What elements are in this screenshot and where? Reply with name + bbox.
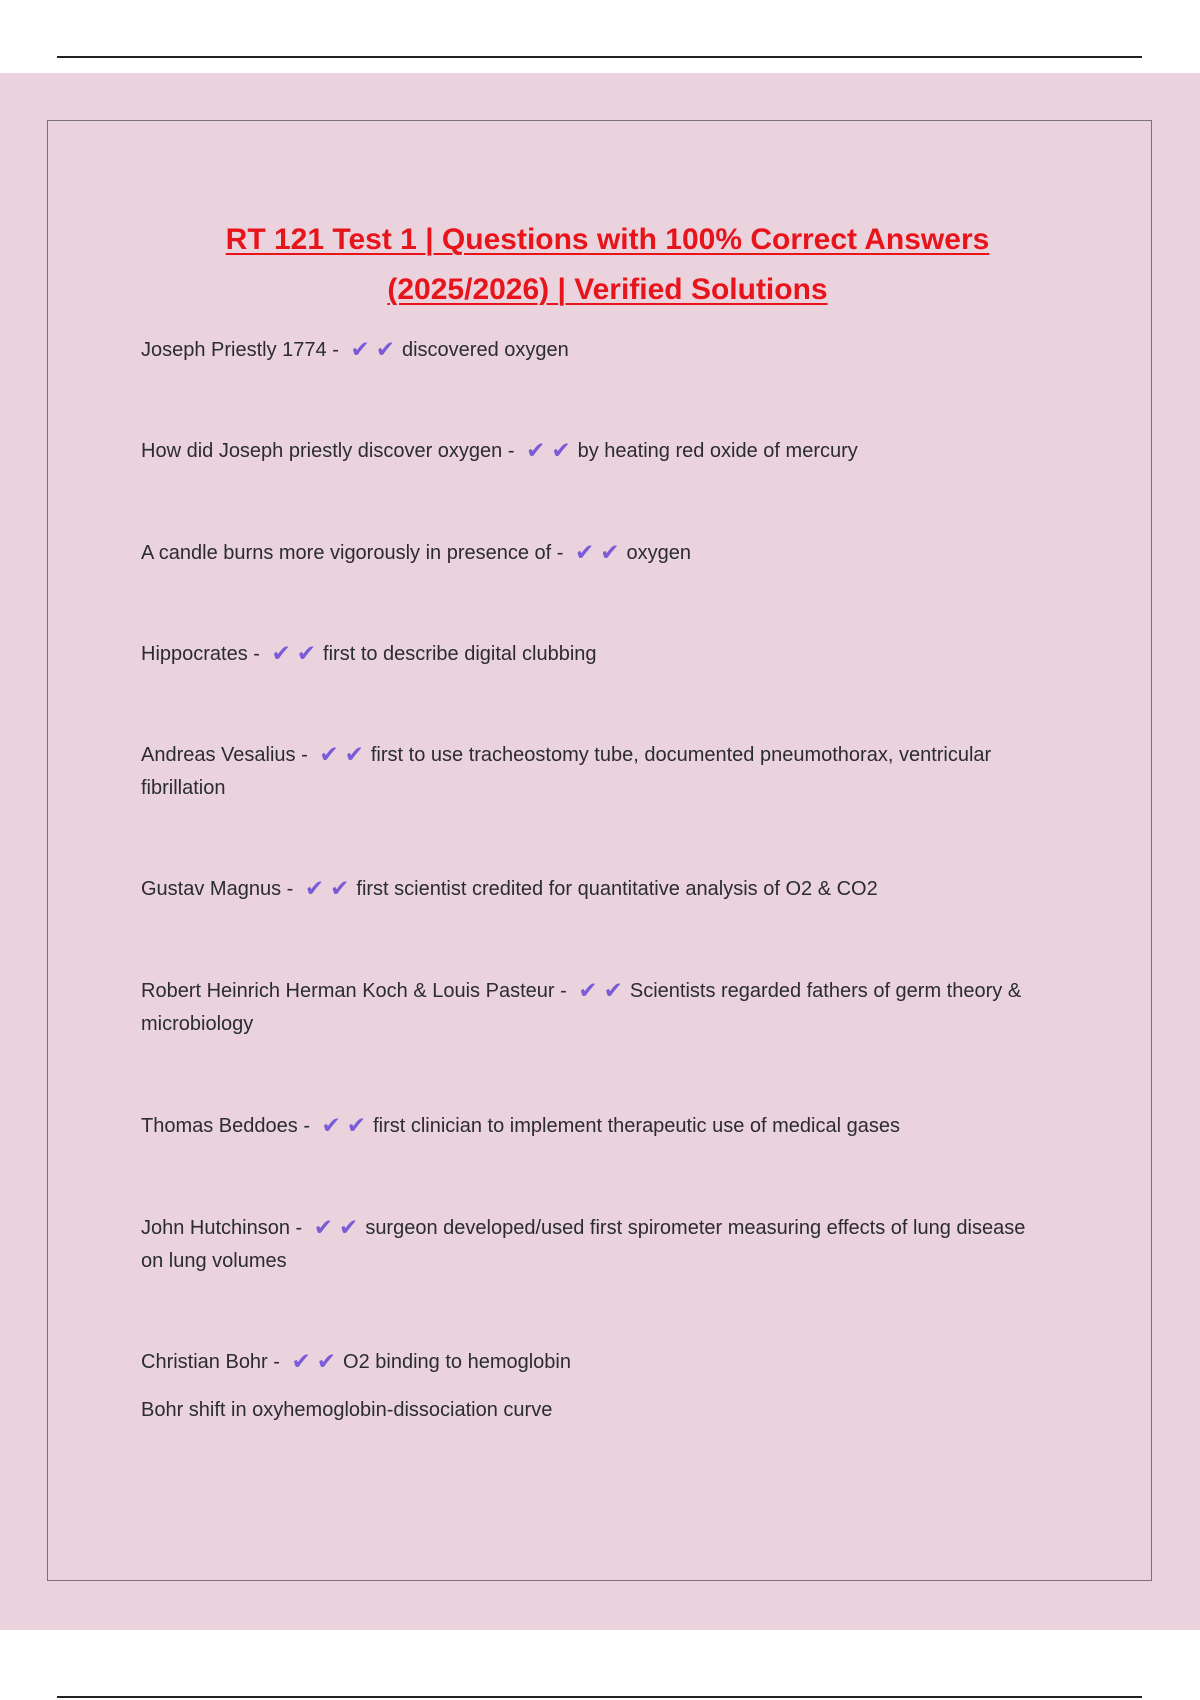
qa-entry — [141, 637, 1041, 671]
entry-answer: oxygen — [626, 542, 692, 564]
qa-entry — [141, 974, 1041, 1041]
double-check-icon: ✔✔ — [321, 1112, 373, 1138]
qa-entry — [141, 536, 1041, 570]
document-title — [60, 215, 1155, 315]
entry-answer: first to describe digital clubbing — [323, 643, 597, 665]
entry-answer: first scientist credited for quantitative analysis of O2 & CO2 — [356, 878, 878, 900]
double-check-icon: ✔✔ — [313, 1214, 365, 1240]
title-line-1: RT 121 Test 1 | Questions with 100% Correct Answers — [225, 223, 990, 256]
entry-answer: Scientists regarded fathers of germ theory & microbiology — [141, 980, 1022, 1035]
entry-term: John Hutchinson - — [141, 1217, 308, 1239]
qa-entry — [141, 1345, 1041, 1379]
double-check-icon: ✔✔ — [575, 539, 626, 565]
entry-answer: first clinician to implement therapeutic use of medical gases — [373, 1115, 900, 1137]
entry-term: Andreas Vesalius - — [141, 744, 314, 766]
entry-term: Robert Heinrich Herman Koch & Louis Pasteur - — [141, 980, 573, 1002]
entry-term: How did Joseph priestly discover oxygen - — [141, 440, 521, 462]
entry-answer: first to use tracheostomy tube, documented pneumothorax, ventricular fibrillation — [141, 744, 992, 799]
entry-term: Thomas Beddoes - — [141, 1115, 316, 1137]
entry-answer: O2 binding to hemoglobin — [343, 1351, 571, 1373]
qa-entry — [141, 1211, 1041, 1278]
extra-note: Bohr shift in oxyhemoglobin-dissociation curve — [141, 1399, 553, 1421]
double-check-icon: ✔✔ — [319, 741, 370, 767]
entry-term: Christian Bohr - — [141, 1351, 286, 1373]
entry-term: Gustav Magnus - — [141, 878, 299, 900]
entry-term: Hippocrates - — [141, 643, 266, 665]
title-line-2: (2025/2026) | Verified Solutions — [387, 273, 828, 306]
double-check-icon: ✔✔ — [291, 1348, 343, 1374]
entry-answer: surgeon developed/used first spirometer measuring effects of lung disease on lung volumes — [141, 1217, 1026, 1272]
double-check-icon: ✔✔ — [350, 336, 401, 362]
qa-entry — [141, 434, 1041, 468]
qa-entry — [141, 333, 1041, 367]
qa-entry — [141, 872, 1041, 906]
qa-entry — [141, 738, 1041, 805]
double-check-icon: ✔✔ — [578, 977, 629, 1003]
entry-term: Joseph Priestly 1774 - — [141, 339, 345, 361]
bottom-rule — [57, 1696, 1142, 1698]
double-check-icon: ✔✔ — [271, 640, 323, 666]
entry-answer: discovered oxygen — [401, 339, 569, 361]
top-rule — [57, 56, 1142, 58]
entry-term: A candle burns more vigorously in presence of - — [141, 542, 569, 564]
double-check-icon: ✔✔ — [304, 875, 356, 901]
qa-entry — [141, 1109, 1041, 1143]
double-check-icon: ✔✔ — [526, 437, 577, 463]
entry-answer: by heating red oxide of mercury — [577, 440, 858, 462]
